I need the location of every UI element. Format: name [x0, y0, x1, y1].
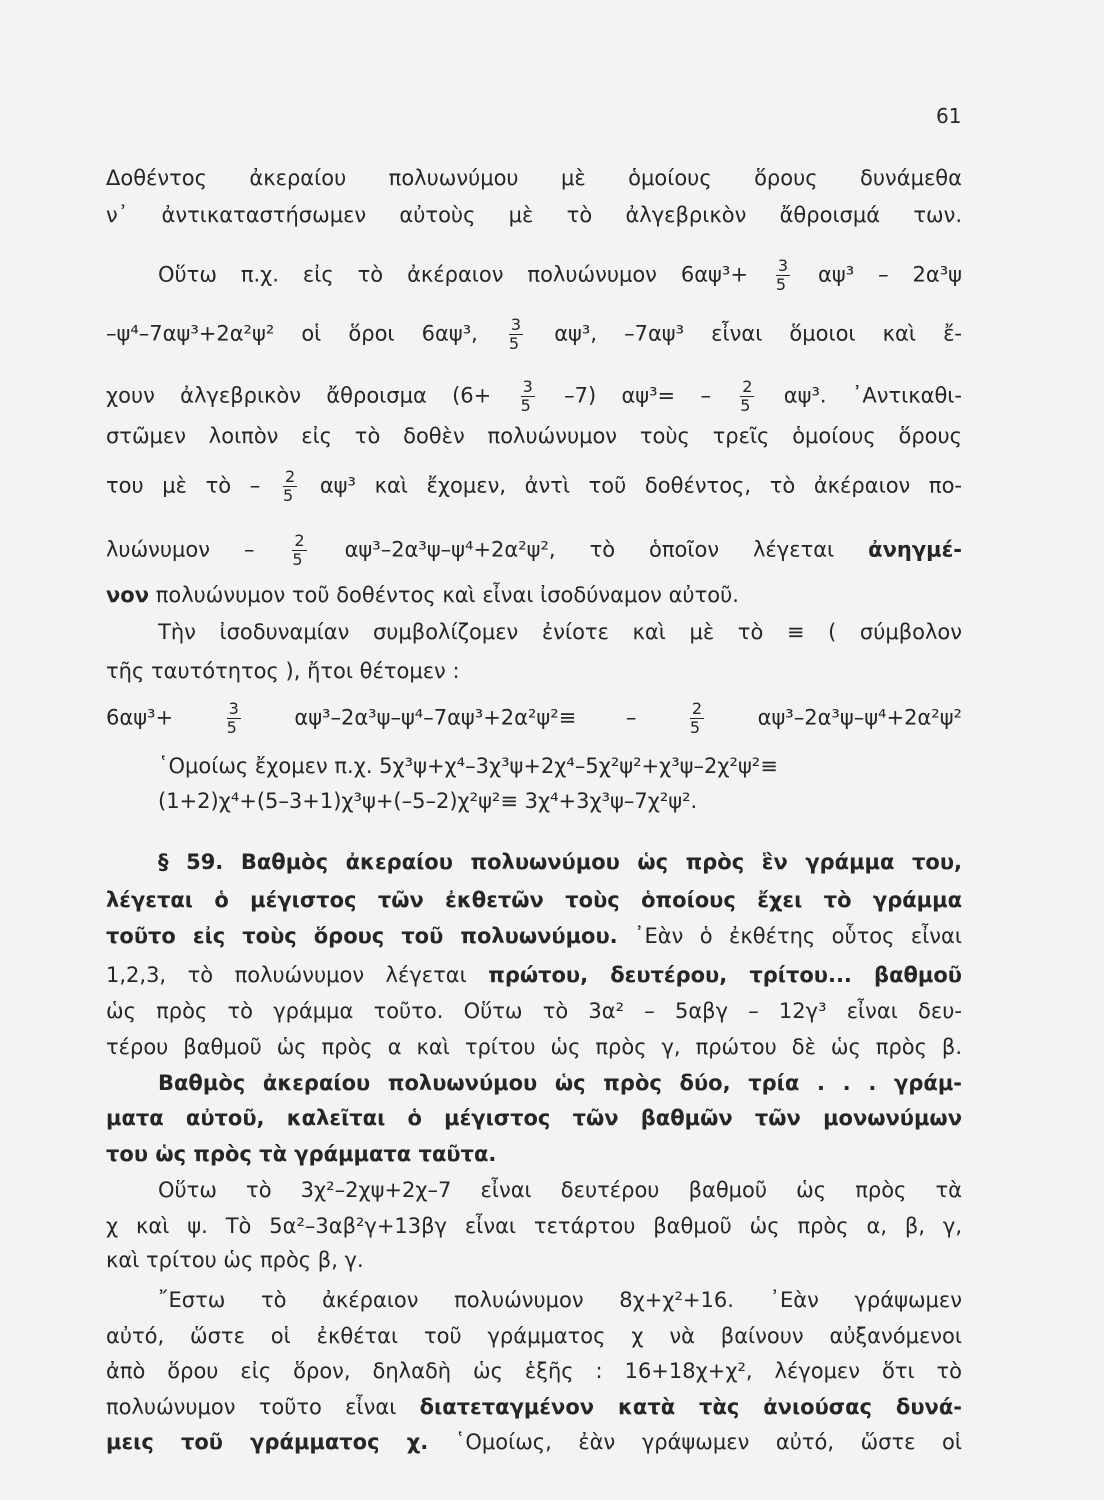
text-line — [106, 378, 962, 415]
denominator: 5 — [282, 486, 294, 505]
bold-term: ἀνηγμέ- — [868, 537, 962, 562]
text-segment: –ψ⁴–7αψ³+2α²ψ² οἱ ὅροι 6αψ³, — [106, 321, 478, 346]
numerator: 2 — [284, 467, 296, 486]
fraction — [521, 378, 535, 415]
text-segment: 6αψ³+ — [106, 705, 174, 730]
text-line — [106, 960, 962, 990]
bold-term: διατεταγμένον κατὰ τὰς ἀνιούσας δυνά- — [419, 1395, 962, 1419]
text-line — [106, 1392, 962, 1422]
text-line — [106, 532, 962, 569]
text-segment: –7) αψ³= – — [564, 383, 711, 408]
text-line: Δοθέντος ἀκεραίου πολυωνύμου μὲ ὁμοίους ὅρους δυνάμεθα — [106, 166, 962, 190]
numerator: 2 — [294, 531, 305, 550]
text-segment: πολυώνυμον τοῦτο εἶναι — [106, 1395, 397, 1419]
text-segment: αψ³–2α³ψ–ψ⁴+2α²ψ² — [757, 705, 962, 730]
numerator: 3 — [510, 315, 522, 334]
denominator: 5 — [292, 550, 303, 569]
text-line: ν᾽ ἀντικαταστήσωμεν αὐτοὺς μὲ τὸ ἀλγεβρικὸν ἄθροισμά των. — [106, 203, 962, 227]
equation-line: (1+2)χ⁴+(5–3+1)χ³ψ+(–5–2)χ²ψ²≡ 3χ⁴+3χ³ψ–7χ²ψ². — [158, 789, 698, 813]
denominator: 5 — [689, 718, 701, 737]
text-line — [106, 468, 962, 505]
equation-line — [106, 700, 962, 737]
numerator: 2 — [691, 699, 703, 718]
fraction — [740, 378, 754, 415]
text-line: τέρου βαθμοῦ ὡς πρὸς α καὶ τρίτου ὡς πρὸς γ, πρώτου δὲ ὡς πρὸς β. — [106, 1035, 962, 1059]
text-segment: αψ³ καὶ ἔχομεν, ἀντὶ τοῦ δοθέντος, τὸ ἀκέραιον πο- — [319, 473, 962, 498]
text-segment: ῾Ομοίως, ἐὰν γράψωμεν αὐτό, ὥστε οἱ — [454, 1430, 962, 1454]
text-line: ματα αὐτοῦ, καλεῖται ὁ μέγιστος τῶν βαθμῶν τῶν μονωνύμων — [106, 1106, 962, 1130]
numerator: 2 — [742, 377, 753, 396]
bold-term: μεις τοῦ γράμματος χ. — [106, 1430, 429, 1454]
fraction — [292, 532, 306, 569]
text-line — [106, 580, 962, 610]
text-segment: αψ³–2α³ψ–ψ⁴–7αψ³+2α²ψ²≡ – — [294, 705, 637, 730]
denominator: 5 — [508, 334, 520, 353]
text-segment: αψ³–2α³ψ–ψ⁴+2α²ψ², τὸ ὁποῖον λέγεται — [344, 537, 835, 562]
numerator: 3 — [777, 256, 789, 275]
text-segment: 1,2,3, τὸ πολυώνυμον λέγεται — [106, 963, 467, 987]
fraction — [283, 468, 297, 505]
text-line: αὐτό, ὥστε οἱ ἐκθέται τοῦ γράμματος χ νὰ βαίνουν αὐξανόμενοι — [106, 1324, 962, 1348]
text-line: ὡς πρὸς τὸ γράμμα τοῦτο. Οὕτω τὸ 3α² – 5αβγ – 12γ³ εἶναι δευ- — [106, 999, 962, 1023]
text-segment: χουν ἀλγεβρικὸν ἄθροισμα (6+ — [106, 383, 492, 408]
denominator: 5 — [775, 275, 787, 294]
fraction — [227, 700, 241, 737]
numerator: 3 — [522, 377, 533, 396]
text-line — [106, 921, 962, 951]
text-line: Οὕτω τὸ 3χ²–2χψ+2χ–7 εἶναι δευτέρου βαθμοῦ ὡς πρὸς τὰ — [158, 1178, 962, 1202]
text-segment: λυώνυμον – — [106, 537, 255, 562]
text-segment: πολυώνυμον τοῦ δοθέντος καὶ εἶναι ἰσοδύναμον αὐτοῦ. — [155, 583, 739, 607]
text-line — [106, 316, 962, 353]
text-line: λέγεται ὁ μέγιστος τῶν ἐκθετῶν τοὺς ὁποίους ἔχει τὸ γράμμα — [106, 888, 962, 912]
text-line: στῶμεν λοιπὸν εἰς τὸ δοθὲν πολυώνυμον τοὺς τρεῖς ὁμοίους ὅρους — [106, 424, 962, 448]
text-line — [106, 1427, 962, 1457]
page-number: 61 — [936, 104, 962, 128]
denominator: 5 — [226, 718, 237, 737]
fraction — [690, 700, 704, 737]
section-heading: § 59. Βαθμὸς ἀκεραίου πολυωνύμου ὡς πρὸς ἓν γράμμα του, — [158, 850, 962, 874]
text-line: Βαθμὸς ἀκεραίου πολυωνύμου ὡς πρὸς δύο, τρία . . . γράμ- — [158, 1071, 962, 1095]
text-segment: Οὕτω π.χ. εἰς τὸ ἀκέραιον πολυώνυμον 6αψ³+ — [158, 262, 748, 287]
bold-term: τοῦτο εἰς τοὺς ὅρους τοῦ πολυωνύμου. — [106, 924, 618, 948]
text-segment: αψ³ – 2α³ψ — [818, 262, 962, 287]
denominator: 5 — [520, 396, 531, 415]
equation-line: ῾Ομοίως ἔχομεν π.χ. 5χ³ψ+χ⁴–3χ³ψ+2χ⁴–5χ²ψ²+χ³ψ–2χ²ψ²≡ — [158, 754, 778, 778]
text-segment: αψ³. ᾽Αντικαθι- — [783, 383, 962, 408]
text-line: ἀπὸ ὅρου εἰς ὅρον, δηλαδὴ ὡς ἑξῆς : 16+18χ+χ², λέγομεν ὅτι τὸ — [106, 1359, 962, 1383]
text-segment: ᾽Εὰν ὁ ἐκθέτης οὗτος εἶναι — [634, 924, 962, 948]
denominator: 5 — [740, 396, 751, 415]
text-line — [158, 257, 962, 294]
text-line: τῆς ταυτότητος ), ἤτοι θέτομεν : — [106, 659, 460, 683]
text-segment: του μὲ τὸ – — [106, 473, 261, 498]
bold-term: νον — [106, 583, 150, 607]
text-line: Τὴν ἰσοδυναμίαν συμβολίζομεν ἐνίοτε καὶ μὲ τὸ ≡ ( σύμβολον — [158, 620, 962, 644]
text-line: καὶ τρίτου ὡς πρὸς β, γ. — [106, 1248, 364, 1272]
text-segment: αψ³, –7αψ³ εἶναι ὅμοιοι καὶ ἔ- — [554, 321, 962, 346]
text-line: χ καὶ ψ. Τὸ 5α²–3αβ²γ+13βγ εἶναι τετάρτου βαθμοῦ ὡς πρὸς α, β, γ, — [106, 1214, 962, 1238]
text-line: ῎Εστω τὸ ἀκέραιον πολυώνυμον 8χ+χ²+16. ᾽Εὰν γράψωμεν — [158, 1288, 962, 1312]
bold-term: πρώτου, δευτέρου, τρίτου... βαθμοῦ — [488, 963, 962, 987]
fraction — [776, 257, 790, 294]
fraction — [509, 316, 523, 353]
text-line: του ὡς πρὸς τὰ γράμματα ταῦτα. — [106, 1142, 497, 1166]
numerator: 3 — [228, 699, 239, 718]
